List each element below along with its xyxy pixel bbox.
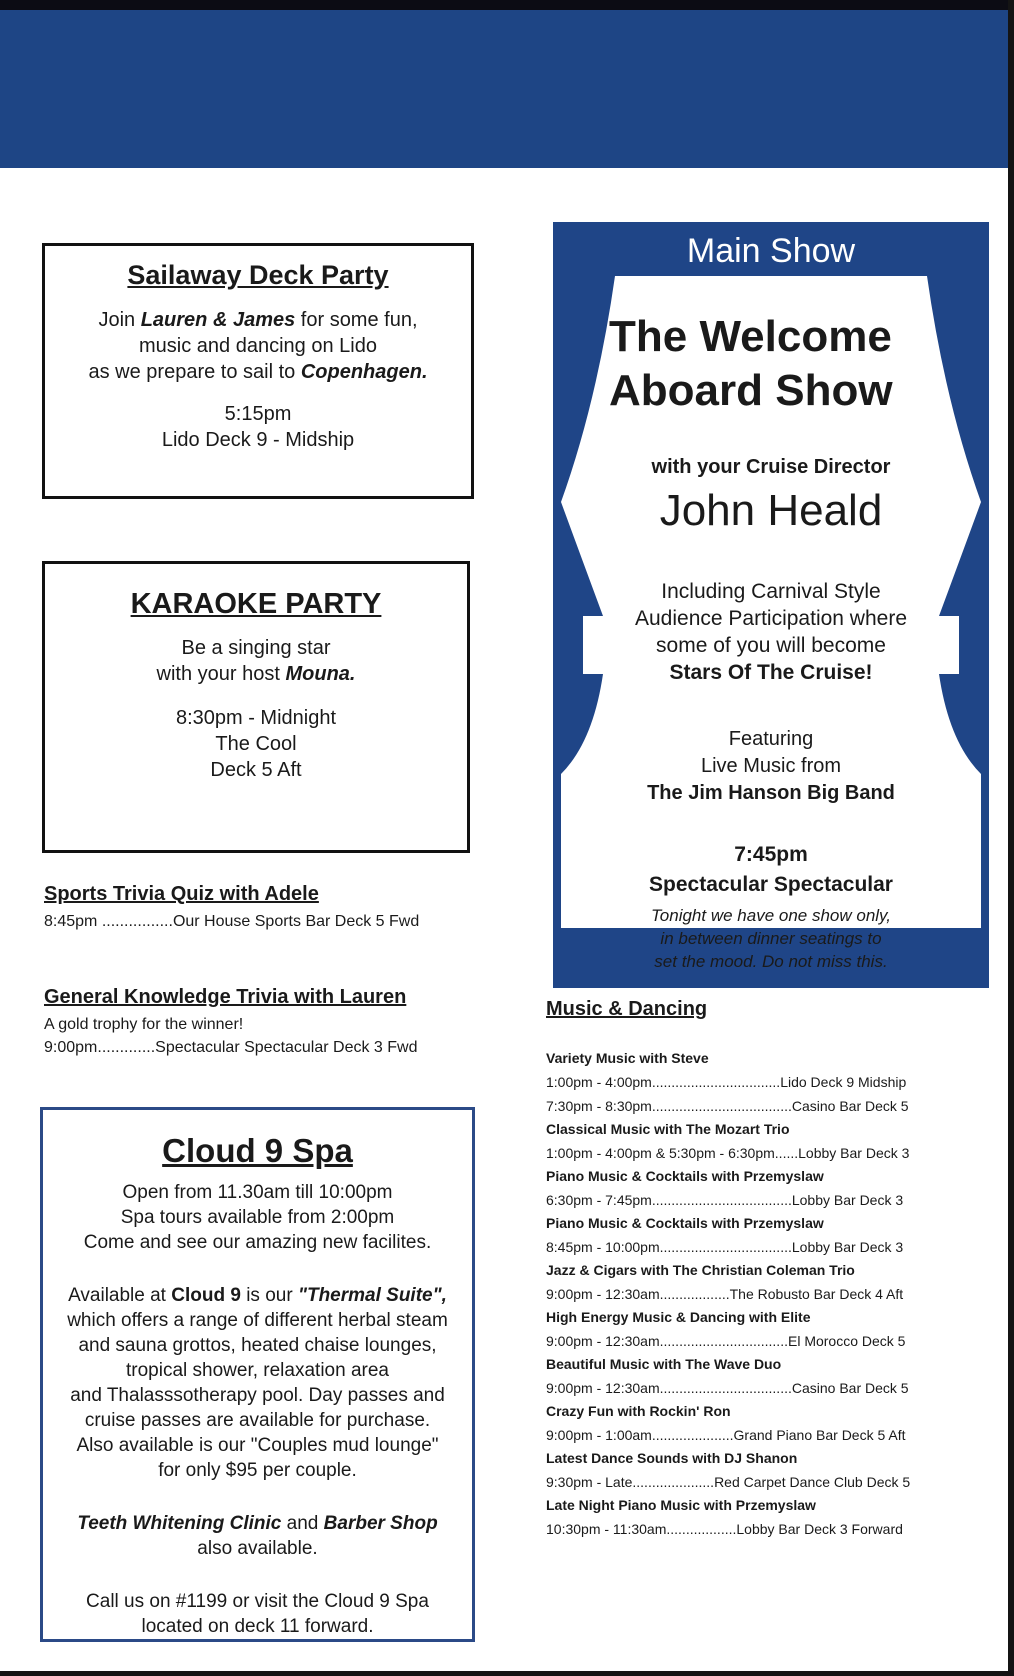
- spa-call-2: located on deck 11 forward.: [141, 1616, 374, 1637]
- spa-avail-pre: Available at: [68, 1285, 172, 1306]
- spa-and: and: [281, 1513, 324, 1534]
- sailaway-party-box: [42, 243, 474, 499]
- music-act-time: 9:00pm - 1:00am.....................Grand Piano Bar Deck 5 Aft: [546, 1427, 906, 1443]
- page-edge-bottom: [0, 1671, 1014, 1676]
- spa-box: [40, 1107, 475, 1642]
- sailaway-description: [45, 307, 471, 385]
- cruise-director-name: John Heald: [659, 486, 883, 535]
- karaoke-title: KARAOKE PARTY: [130, 588, 382, 620]
- music-dancing-section: [546, 998, 976, 1541]
- spa-tours: Spa tours available from 2:00pm: [120, 1207, 395, 1228]
- show-inc-1: Including Carnival Style: [661, 580, 881, 603]
- spa-title: Cloud 9 Spa: [162, 1132, 353, 1169]
- show-including: [553, 578, 989, 686]
- spa-call-1: Call us on #1199 or visit the Cloud 9 Spa: [86, 1591, 429, 1612]
- karaoke-line1: Be a singing star: [181, 637, 331, 659]
- music-act-name: Piano Music & Cocktails with Przemyslaw: [546, 1215, 824, 1231]
- spa-teeth-whitening: Teeth Whitening Clinic: [77, 1513, 282, 1534]
- show-inc-2: Audience Participation where: [635, 607, 907, 630]
- music-act-time: 9:00pm - 12:30am.................................El Morocco Deck 5: [546, 1333, 906, 1349]
- page-edge-right: [1008, 0, 1014, 1676]
- general-trivia-line: 9:00pm.............Spectacular Spectacular Deck 3 Fwd: [44, 1039, 418, 1056]
- spa-desc-6: Also available is our "Couples mud lounge": [76, 1435, 439, 1456]
- show-title-line2: Aboard Show: [609, 366, 893, 415]
- general-trivia: [44, 986, 484, 1059]
- sailaway-title: Sailaway Deck Party: [127, 260, 389, 290]
- spa-thermal-suite: "Thermal Suite",: [297, 1285, 447, 1306]
- music-act-name: Late Night Piano Music with Przemyslaw: [546, 1497, 816, 1513]
- music-act-name: Classical Music with The Mozart Trio: [546, 1121, 790, 1137]
- show-note-1: Tonight we have one show only,: [650, 906, 892, 925]
- sailaway-details: [45, 401, 471, 453]
- show-inc-4: Stars Of The Cruise!: [669, 661, 873, 684]
- spa-desc-3: tropical shower, relaxation area: [126, 1360, 389, 1381]
- spa-desc-1: which offers a range of different herbal steam: [67, 1310, 448, 1331]
- main-show-header: Main Show: [686, 232, 856, 270]
- music-act-name: Latest Dance Sounds with DJ Shanon: [546, 1450, 798, 1466]
- general-trivia-note: A gold trophy for the winner!: [44, 1016, 244, 1033]
- music-act-time: 8:45pm - 10:00pm..................................Lobby Bar Deck 3: [546, 1239, 904, 1255]
- spa-desc-2: and sauna grottos, heated chaise lounges,: [78, 1335, 437, 1356]
- show-note: [553, 904, 989, 973]
- sports-trivia-line: 8:45pm ................Our House Sports Bar Deck 5 Fwd: [44, 913, 420, 930]
- music-act-time: 10:30pm - 11:30am..................Lobby Bar Deck 3 Forward: [546, 1521, 903, 1537]
- karaoke-description: [45, 635, 467, 687]
- header-banner: [0, 10, 1010, 168]
- music-act-time: 9:00pm - 12:30am..................The Robusto Bar Deck 4 Aft: [546, 1286, 904, 1302]
- music-act-name: Piano Music & Cocktails with Przemyslaw: [546, 1168, 824, 1184]
- karaoke-party-box: [42, 561, 470, 853]
- music-act-time: 1:00pm - 4:00pm & 5:30pm - 6:30pm......Lobby Bar Deck 3: [546, 1145, 910, 1161]
- show-note-3: set the mood. Do not miss this.: [654, 952, 888, 971]
- show-note-2: in between dinner seatings to: [660, 929, 882, 948]
- music-act-name: Jazz & Cigars with The Christian Coleman Trio: [546, 1262, 855, 1278]
- spa-thermal-block: [43, 1283, 472, 1483]
- music-schedule: [546, 1047, 976, 1541]
- spa-invite: Come and see our amazing new facilites.: [83, 1232, 432, 1253]
- karaoke-host: Mouna.: [285, 663, 356, 685]
- sailaway-destination: Copenhagen.: [300, 361, 428, 383]
- spa-desc-7: for only $95 per couple.: [158, 1460, 357, 1481]
- karaoke-details: [45, 705, 467, 783]
- show-title-line1: The Welcome: [609, 312, 892, 361]
- spa-hours-block: [43, 1180, 472, 1255]
- music-act-name: Crazy Fun with Rockin' Ron: [546, 1403, 731, 1419]
- sailaway-location: Lido Deck 9 - Midship: [161, 429, 355, 451]
- karaoke-line2-pre: with your host: [156, 663, 286, 685]
- music-title: Music & Dancing: [546, 998, 708, 1020]
- spa-desc-4: and Thalasssotherapy pool. Day passes and: [70, 1385, 445, 1406]
- music-act-time: 7:30pm - 8:30pm....................................Casino Bar Deck 5: [546, 1098, 909, 1114]
- music-act-time: 6:30pm - 7:45pm....................................Lobby Bar Deck 3: [546, 1192, 904, 1208]
- spa-hours: Open from 11.30am till 10:00pm: [122, 1182, 393, 1203]
- show-time: 7:45pm: [734, 843, 808, 866]
- spa-desc-5: cruise passes are available for purchase.: [84, 1410, 431, 1431]
- sports-trivia: [44, 883, 484, 933]
- music-act-name: Variety Music with Steve: [546, 1050, 709, 1066]
- sailaway-line2: music and dancing on Lido: [139, 335, 377, 357]
- sailaway-line1-pre: Join: [98, 309, 141, 331]
- karaoke-time: 8:30pm - Midnight: [175, 707, 337, 729]
- sailaway-time: 5:15pm: [224, 403, 292, 425]
- spa-barber-shop: Barber Shop: [323, 1513, 438, 1534]
- spa-contact-block: [43, 1589, 472, 1639]
- music-act-name: Beautiful Music with The Wave Duo: [546, 1356, 782, 1372]
- music-act-time: 9:00pm - 12:30am..................................Casino Bar Deck 5: [546, 1380, 909, 1396]
- main-show-panel: [553, 222, 989, 988]
- music-act-name: High Energy Music & Dancing with Elite: [546, 1309, 811, 1325]
- music-act-time: 9:30pm - Late.....................Red Carpet Dance Club Deck 5: [546, 1474, 911, 1490]
- sports-trivia-title: Sports Trivia Quiz with Adele: [44, 883, 319, 905]
- show-feat-2: Live Music from: [700, 755, 842, 777]
- show-featuring: [553, 726, 989, 807]
- spa-extras-block: [43, 1511, 472, 1561]
- show-band: The Jim Hanson Big Band: [647, 782, 895, 804]
- sailaway-line1-post: for some fun,: [295, 309, 418, 331]
- general-trivia-title: General Knowledge Trivia with Lauren: [44, 986, 407, 1008]
- sailaway-hosts: Lauren & James: [140, 309, 296, 331]
- music-act-time: 1:00pm - 4:00pm.................................Lido Deck 9 Midship: [546, 1074, 907, 1090]
- show-title: [609, 310, 949, 418]
- karaoke-venue: The Cool: [215, 733, 297, 755]
- show-with: with your Cruise Director: [651, 456, 891, 478]
- top-edge: [0, 0, 1014, 10]
- sailaway-line3-pre: as we prepare to sail to: [88, 361, 301, 383]
- karaoke-deck: Deck 5 Aft: [210, 759, 302, 781]
- show-time-venue: [553, 840, 989, 900]
- spa-avail-mid: is our: [240, 1285, 298, 1306]
- show-inc-3: some of you will become: [656, 634, 886, 657]
- spa-avail-name: Cloud 9: [171, 1285, 241, 1306]
- show-feat-1: Featuring: [728, 728, 814, 750]
- show-venue: Spectacular Spectacular: [649, 873, 893, 896]
- spa-also: also available.: [197, 1538, 318, 1559]
